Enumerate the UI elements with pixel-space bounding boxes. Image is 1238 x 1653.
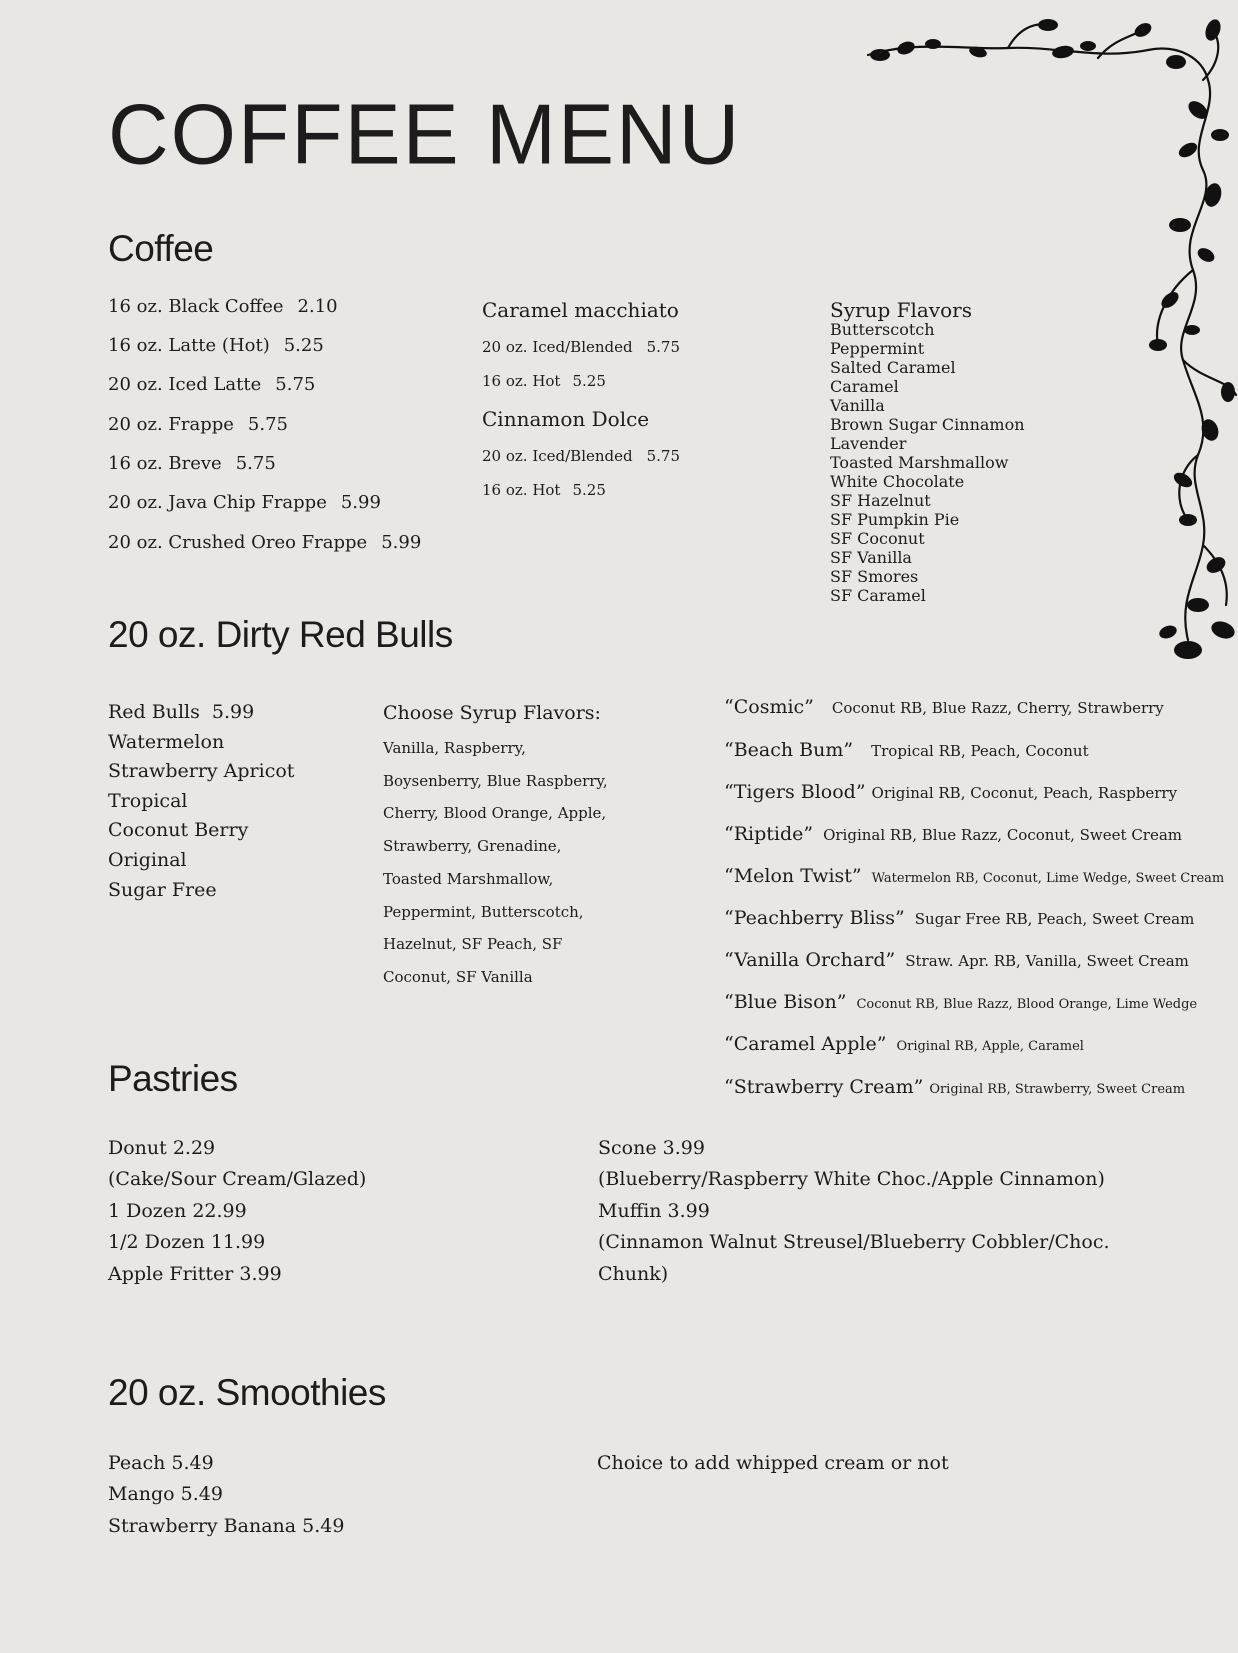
list-item: (Blueberry/Raspberry White Choc./Apple Cinnamon) bbox=[598, 1168, 1105, 1191]
coffee-item: 16 oz. Latte (Hot) 5.25 bbox=[108, 335, 324, 356]
list-item: White Chocolate bbox=[830, 472, 965, 491]
list-item: Lavender bbox=[830, 434, 907, 453]
redbull-base-list bbox=[108, 698, 294, 905]
list-item: “Blue Bison” Coconut RB, Blue Razz, Blood Orange, Lime Wedge bbox=[724, 991, 1198, 1013]
list-item: “Tigers Blood” Original RB, Coconut, Peach, Raspberry bbox=[724, 781, 1178, 803]
coffee-item: 16 oz. Breve 5.75 bbox=[108, 453, 276, 474]
list-item: “Caramel Apple” Original RB, Apple, Caramel bbox=[724, 1033, 1084, 1055]
list-item: Coconut Berry bbox=[108, 819, 249, 842]
list-item: “Beach Bum” Tropical RB, Peach, Coconut bbox=[724, 739, 1089, 761]
pastries-heading: Pastries bbox=[108, 1058, 238, 1099]
list-item: 1 Dozen 22.99 bbox=[108, 1199, 247, 1222]
syrup-flavors-list bbox=[830, 320, 1025, 605]
redbull-base-item: Red Bulls 5.99 bbox=[108, 701, 255, 723]
list-item: Tropical bbox=[108, 789, 188, 812]
list-item: “Melon Twist” Watermelon RB, Coconut, Lime Wedge, Sweet Cream bbox=[724, 865, 1225, 887]
caramel-macchiato-title: Caramel macchiato bbox=[482, 298, 679, 322]
cinnamon-iced: 20 oz. Iced/Blended 5.75 bbox=[482, 447, 681, 465]
list-item: Original bbox=[108, 848, 187, 871]
choose-syrup-title: Choose Syrup Flavors: bbox=[383, 702, 601, 724]
coffee-item: 20 oz. Frappe 5.75 bbox=[108, 414, 288, 435]
list-item: SF Hazelnut bbox=[830, 491, 931, 510]
list-item: SF Pumpkin Pie bbox=[830, 510, 960, 529]
list-item: Strawberry Banana 5.49 bbox=[108, 1514, 345, 1537]
choose-syrup-text: Vanilla, Raspberry, Boysenberry, Blue Raspberry, Cherry, Blood Orange, Apple, Strawberry, Grenadine, Toasted Marshmallow, Peppermint, Butterscotch, Hazelnut, SF Peach, SF Coconut, SF Vanilla bbox=[383, 739, 608, 986]
list-item: “Vanilla Orchard” Straw. Apr. RB, Vanilla, Sweet Cream bbox=[724, 949, 1189, 971]
caramel-iced: 20 oz. Iced/Blended 5.75 bbox=[482, 338, 681, 356]
pastry-list-right bbox=[598, 1133, 1110, 1290]
smoothies-heading: 20 oz. Smoothies bbox=[108, 1372, 386, 1413]
coffee-item: 20 oz. Java Chip Frappe 5.99 bbox=[108, 492, 381, 513]
smoothie-list bbox=[108, 1448, 344, 1542]
list-item: (Cake/Sour Cream/Glazed) bbox=[108, 1168, 367, 1191]
list-item: Apple Fritter 3.99 bbox=[108, 1262, 282, 1285]
list-item: SF Smores bbox=[830, 567, 919, 586]
list-item: (Cinnamon Walnut Streusel/Blueberry Cobbler/Choc. bbox=[598, 1231, 1110, 1254]
list-item: “Peachberry Bliss” Sugar Free RB, Peach, Sweet Cream bbox=[724, 907, 1195, 929]
list-item: Strawberry Apricot bbox=[108, 760, 295, 783]
coffee-item: 16 oz. Black Coffee 2.10 bbox=[108, 296, 338, 317]
list-item: Salted Caramel bbox=[830, 358, 956, 377]
list-item: Vanilla bbox=[830, 396, 885, 415]
list-item: Watermelon bbox=[108, 730, 225, 753]
list-item: Brown Sugar Cinnamon bbox=[830, 415, 1025, 434]
whipped-cream-note: Choice to add whipped cream or not bbox=[597, 1452, 949, 1474]
list-item: Butterscotch bbox=[830, 320, 935, 339]
list-item: Chunk) bbox=[598, 1262, 669, 1285]
coffee-item: 20 oz. Crushed Oreo Frappe 5.99 bbox=[108, 532, 422, 553]
list-item: SF Coconut bbox=[830, 529, 925, 548]
list-item: “Riptide” Original RB, Blue Razz, Coconut, Sweet Cream bbox=[724, 823, 1183, 845]
list-item: “Cosmic” Coconut RB, Blue Razz, Cherry, Strawberry bbox=[724, 696, 1164, 718]
cinnamon-dolce-title: Cinnamon Dolce bbox=[482, 407, 650, 431]
redbulls-heading: 20 oz. Dirty Red Bulls bbox=[108, 614, 453, 655]
coffee-heading: Coffee bbox=[108, 228, 214, 269]
list-item: Muffin 3.99 bbox=[598, 1199, 710, 1222]
list-item: Mango 5.49 bbox=[108, 1483, 223, 1506]
list-item: Caramel bbox=[830, 377, 899, 396]
list-item: Peppermint bbox=[830, 339, 925, 358]
caramel-hot: 16 oz. Hot 5.25 bbox=[482, 372, 606, 390]
list-item: Sugar Free bbox=[108, 878, 217, 901]
list-item: Scone 3.99 bbox=[598, 1137, 705, 1159]
list-item: Toasted Marshmallow bbox=[830, 453, 1009, 472]
list-item: SF Caramel bbox=[830, 586, 926, 605]
list-item: SF Vanilla bbox=[830, 548, 912, 567]
syrup-flavors-title: Syrup Flavors bbox=[830, 298, 972, 322]
list-item: Donut 2.29 bbox=[108, 1137, 216, 1159]
menu-title: COFFEE MENU bbox=[108, 86, 742, 182]
coffee-item: 20 oz. Iced Latte 5.75 bbox=[108, 374, 316, 395]
list-item: Peach 5.49 bbox=[108, 1452, 214, 1474]
list-item: “Strawberry Cream” Original RB, Strawberry, Sweet Cream bbox=[724, 1076, 1186, 1098]
pastry-list-left bbox=[108, 1133, 366, 1290]
cinnamon-hot: 16 oz. Hot 5.25 bbox=[482, 481, 606, 499]
list-item: 1/2 Dozen 11.99 bbox=[108, 1231, 266, 1254]
